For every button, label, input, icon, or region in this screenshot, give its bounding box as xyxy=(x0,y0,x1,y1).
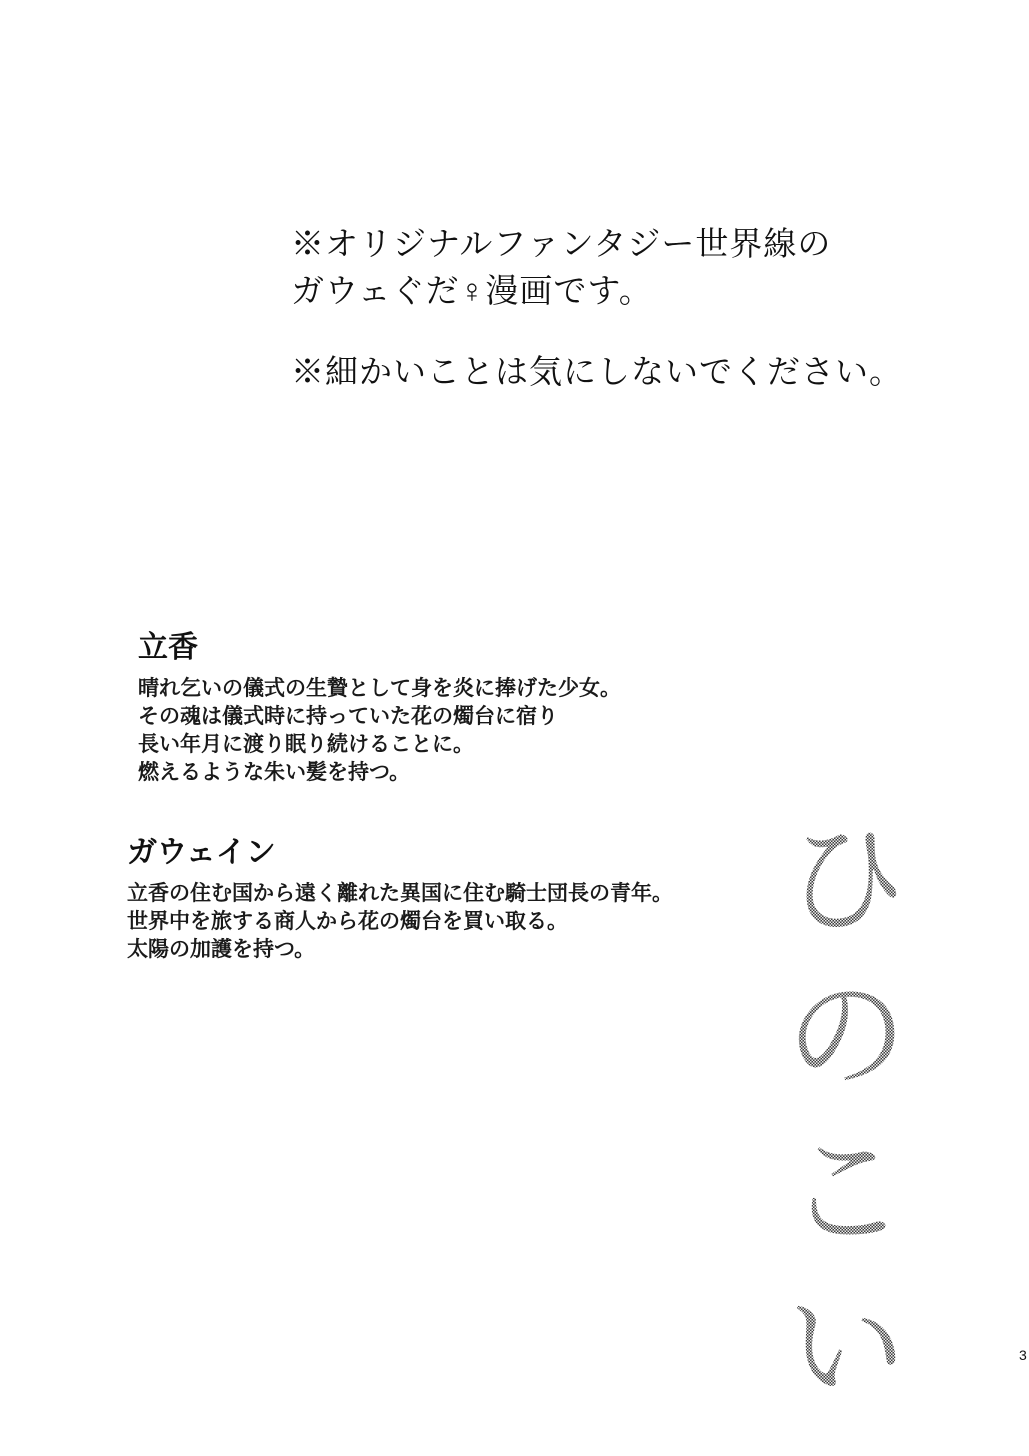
intro-note-line-3: ※細かいことは気にしないでください。 xyxy=(291,353,903,390)
description-line: 長い年月に渡り眠り続けることに。 xyxy=(138,732,474,756)
intro-note-line-2: ガウェぐだ♀漫画です。 xyxy=(291,272,653,309)
description-line: 晴れ乞いの儀式の生贄として身を炎に捧げた少女。 xyxy=(138,676,621,700)
vertical-title-hinokoi: ひのこい xyxy=(756,812,916,1432)
description-line: 燃えるような朱い髪を持つ。 xyxy=(138,760,411,784)
intro-note xyxy=(291,220,903,395)
character-description-ritsuka xyxy=(138,674,621,786)
description-line: 太陽の加護を持つ。 xyxy=(127,937,316,961)
description-line: その魂は儀式時に持っていた花の燭台に宿り xyxy=(138,704,558,728)
intro-note-line-1: ※オリジナルファンタジー世界線の xyxy=(291,225,832,262)
character-section-ritsuka xyxy=(138,628,621,786)
character-description-gawain xyxy=(127,879,673,963)
character-section-gawain xyxy=(127,833,673,963)
character-name-gawain: ガウェイン xyxy=(127,836,276,869)
description-line: 立香の住む国から遠く離れた異国に住む騎士団長の青年。 xyxy=(127,881,673,905)
description-line: 世界中を旅する商人から花の燭台を買い取る。 xyxy=(127,909,568,933)
intro-note-spacer xyxy=(291,314,903,348)
character-name-ritsuka: 立香 xyxy=(138,631,198,664)
page-number: 3 xyxy=(1019,1347,1027,1363)
